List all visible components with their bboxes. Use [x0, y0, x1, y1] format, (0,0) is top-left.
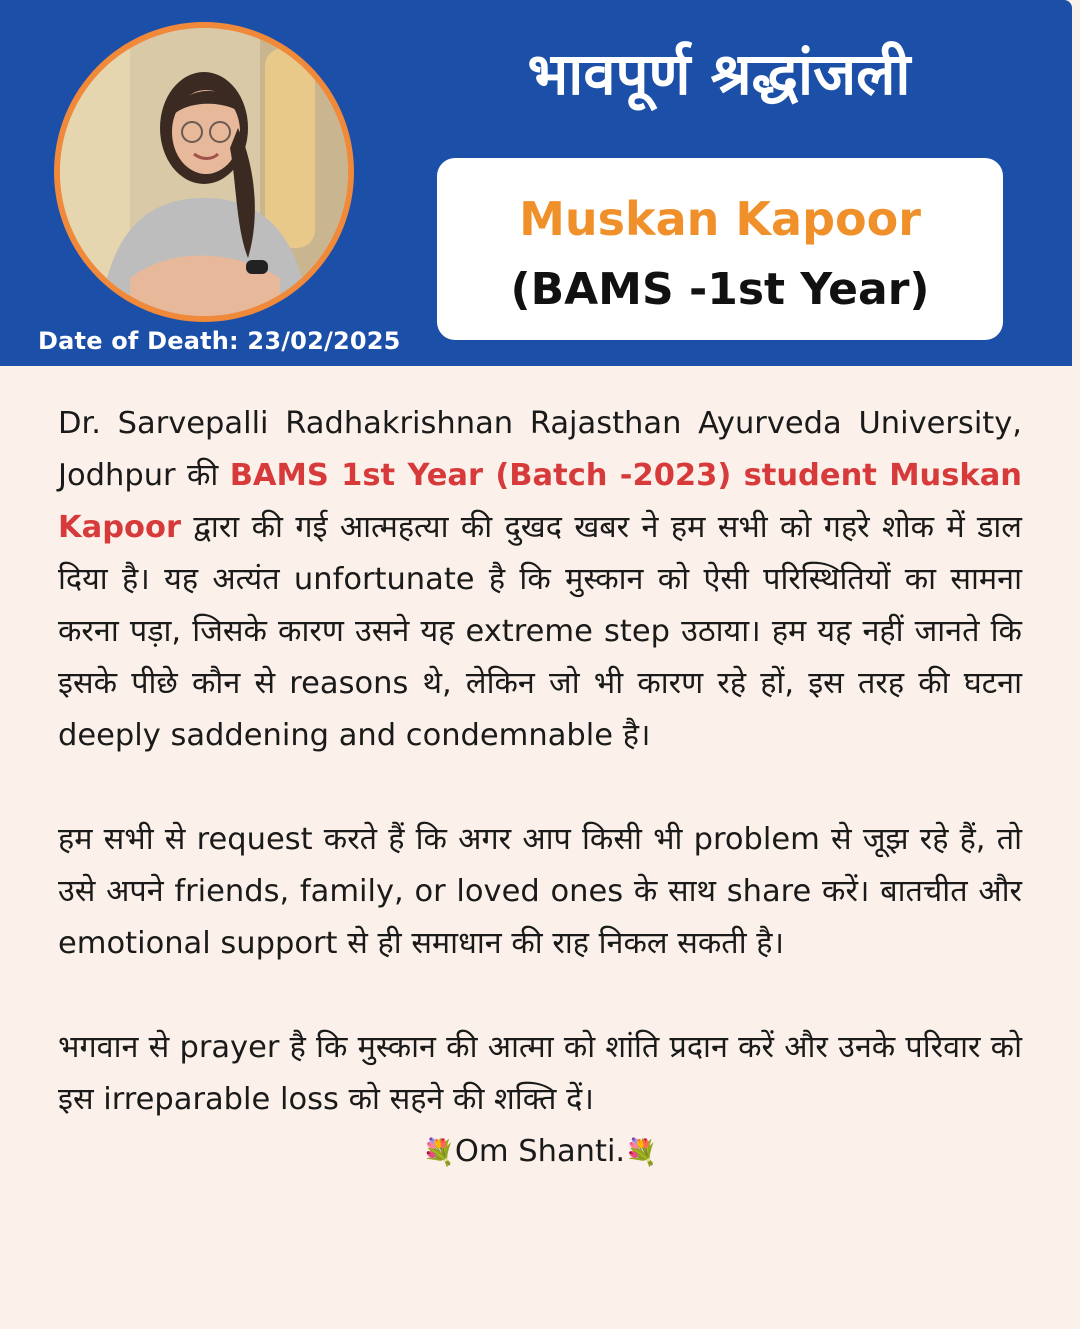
tribute-title: भावपूर्ण श्रद्धांजली	[527, 40, 911, 108]
date-of-death: Date of Death: 23/02/2025	[38, 327, 401, 355]
portrait-photo	[60, 28, 348, 316]
person-name: Muskan Kapoor	[519, 192, 921, 246]
message-paragraph-2: हम सभी से request करते हैं कि अगर आप किसी भी problem से जूझ रहे हैं, तो उसे अपने friends, family, or loved ones के साथ share करें। बातचीत और emotional support से ही समाधान की राह निकल सकती है।	[58, 822, 1022, 961]
message-body	[58, 398, 1022, 1179]
paragraph-1-intro: Dr. Sarvepalli Radhakrishnan Rajasthan Ayurveda University, Jodhpur की	[58, 406, 1022, 493]
header-banner	[0, 0, 1072, 366]
paragraph-spacer	[58, 970, 1022, 1022]
om-shanti-signoff	[58, 1126, 1022, 1179]
signoff-text: Om Shanti.	[454, 1134, 626, 1169]
message-paragraph-3: भगवान से prayer है कि मुस्कान की आत्मा को शांति प्रदान करें और उनके परिवार को इस irreparable loss को सहने की शक्ति दें।	[58, 1030, 1022, 1117]
message-paragraph-1	[58, 398, 1022, 762]
bouquet-icon: 💐	[422, 1138, 455, 1168]
student-highlight: BAMS 1st Year (Batch -2023) student Muskan Kapoor	[58, 458, 1022, 545]
paragraph-spacer	[58, 762, 1022, 814]
course-year: (BAMS -1st Year)	[510, 264, 930, 315]
bouquet-icon: 💐	[625, 1138, 658, 1168]
portrait-frame	[54, 22, 354, 322]
portrait-illustration	[60, 28, 348, 316]
name-card	[437, 158, 1003, 340]
paragraph-1-rest: द्वारा की गई आत्महत्या की दुखद खबर ने हम सभी को गहरे शोक में डाल दिया है। यह अत्यंत unfortunate है कि मुस्कान को ऐसी परिस्थितियों का सामना करना पड़ा, जिसके कारण उसने यह extreme step उठाया। हम यह नहीं जानते कि इसके पीछे कौन से reasons थे, लेकिन जो भी कारण रहे हों, इस तरह की घटना deeply saddening and condemnable है।	[58, 510, 1022, 753]
